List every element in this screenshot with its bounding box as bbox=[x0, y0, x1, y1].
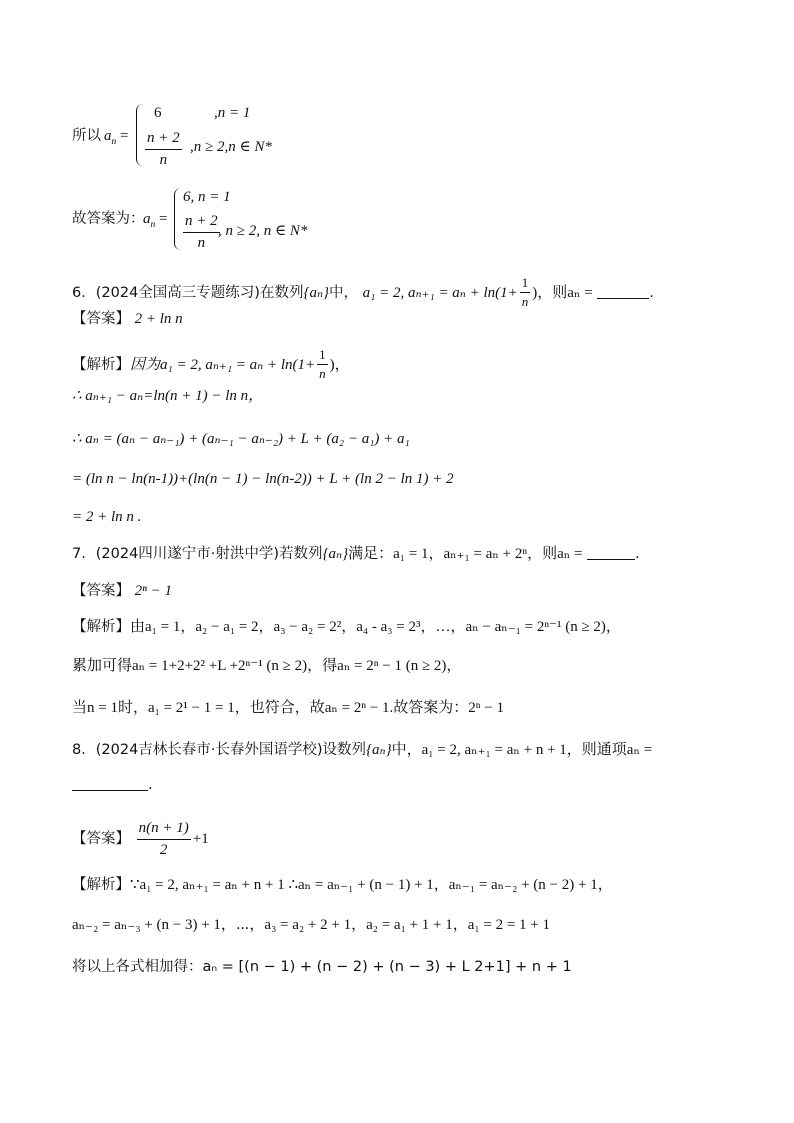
q8-blank-line bbox=[72, 778, 153, 793]
top-case-num: n + 2 bbox=[145, 130, 182, 150]
q8-answer-label: 【答案】 bbox=[72, 831, 130, 847]
q8-answer bbox=[72, 820, 209, 858]
q8-ans-num: n(n + 1) bbox=[137, 820, 191, 840]
q7-a1: 由a₁ = 1，a₂ − a₁ = 2，a₃ − a₂ = 2²，a₄ - a₃ = 2³，…，aₙ − aₙ₋₁ = 2ⁿ⁻¹ (n ≥ 2)， bbox=[130, 619, 621, 635]
q7-answer-blank[interactable] bbox=[587, 547, 635, 560]
q6-a1-den: n bbox=[319, 366, 326, 382]
q8-analysis-3: 将以上各式相加得：aₙ = [(n − 1) + (n − 2) + (n − 3) + L 2+1] + n + 1 bbox=[72, 959, 572, 975]
q7-analysis-3: 当n = 1时，a₁ = 2¹ − 1 = 1，也符合，故aₙ = 2ⁿ − 1.故答案为：2ⁿ − 1 bbox=[72, 700, 504, 716]
answer-case-an: $a_n$ = bbox=[143, 211, 168, 230]
q7-number: 7． bbox=[72, 546, 96, 562]
q6-end: . bbox=[649, 284, 654, 301]
q7-answer-value: 2ⁿ − 1 bbox=[134, 583, 172, 599]
q7-analysis-2: 累加可得aₙ = 1+2+2² +L +2ⁿ⁻¹ (n ≥ 2)，得aₙ = 2ⁿ − 1 (n ≥ 2)， bbox=[72, 658, 462, 674]
answer-case-brace bbox=[174, 188, 181, 250]
q6-answer-blank[interactable] bbox=[597, 286, 649, 299]
top-case-cond-2: ,n ≥ 2,n ∈ N* bbox=[190, 139, 272, 155]
q8-source: (2024吉林长春市·长春外国语学校)设数列 bbox=[95, 742, 367, 758]
q8-answer-blank[interactable] bbox=[72, 778, 148, 791]
top-case-fraction bbox=[143, 130, 184, 168]
answer-case-num: n + 2 bbox=[183, 213, 220, 233]
q6-a1-end: )， bbox=[329, 356, 350, 373]
q7-answer bbox=[72, 584, 172, 599]
q6-a1: 因为a₁ = 2, aₙ₊₁ = aₙ + ln(1+ bbox=[130, 356, 316, 373]
q6-analysis-2: ∴ aₙ₊₁ − aₙ=ln(n + 1) − ln n， bbox=[72, 388, 264, 404]
q7-analysis-label: 【解析】 bbox=[72, 619, 130, 635]
q7-end: . bbox=[635, 546, 640, 562]
answer-case-cond-2: , n ≥ 2, n ∈ N* bbox=[218, 223, 308, 239]
answer-case-den: n bbox=[197, 234, 206, 251]
q6-number: 6． bbox=[72, 284, 96, 301]
q8-number: 8． bbox=[72, 742, 96, 758]
q6-cond: a₁ = 2, aₙ₊₁ = aₙ + ln(1+ bbox=[362, 284, 518, 301]
q6-analysis-1 bbox=[72, 348, 350, 382]
top-case-an: $a_n$ = bbox=[104, 128, 129, 147]
q6-answer-label: 【答案】 bbox=[72, 311, 130, 327]
q8-a1: ∵a₁ = 2, aₙ₊₁ = aₙ + n + 1 ∴aₙ = aₙ₋₁ + (n − 1) + 1，aₙ₋₁ = aₙ₋₂ + (n − 2) + 1， bbox=[130, 877, 613, 893]
q8-analysis-1 bbox=[72, 878, 613, 893]
q6-frac-den: n bbox=[521, 294, 529, 310]
q6-analysis-3: ∴ aₙ = (aₙ − aₙ₋₁) + (aₙ₋₁ − aₙ₋₂) + L + (a₂ − a₁) + a₁ bbox=[72, 431, 410, 447]
top-case-cond-1: ,n = 1 bbox=[214, 105, 251, 121]
top-case-prefix: 所以 bbox=[72, 128, 101, 144]
q6-analysis-4: = (ln n − ln(n-1))+(ln(n − 1) − ln(n-2)) + L + (ln 2 − ln 1) + 2 bbox=[72, 471, 454, 487]
q8-seq: {aₙ} bbox=[366, 742, 392, 758]
q8-cond: 中，a₁ = 2, aₙ₊₁ = aₙ + n + 1，则通项aₙ = bbox=[391, 742, 653, 758]
q6-answer-value: 2 + ln n bbox=[134, 311, 183, 327]
q7-source: (2024四川遂宁市·射洪中学)若数列 bbox=[95, 546, 323, 562]
q8-ans-end: +1 bbox=[192, 831, 209, 847]
q7-analysis-1 bbox=[72, 620, 621, 635]
q8-question bbox=[72, 743, 652, 758]
q8-end: . bbox=[148, 777, 153, 793]
q6-analysis-label: 【解析】 bbox=[72, 356, 130, 373]
q6-question bbox=[72, 276, 654, 310]
q6-source: (2024全国高三专题练习)在数列 bbox=[95, 284, 304, 301]
top-case-brace bbox=[136, 104, 143, 166]
q6-analysis-5: = 2 + ln n . bbox=[72, 509, 142, 525]
q8-analysis-label: 【解析】 bbox=[72, 877, 130, 893]
q6-answer bbox=[72, 312, 183, 327]
q7-answer-label: 【答案】 bbox=[72, 583, 130, 599]
q6-seq: {aₙ} bbox=[303, 284, 330, 301]
q8-ans-den: 2 bbox=[159, 841, 168, 858]
q6-mid: 中， bbox=[329, 284, 359, 301]
q7-seq: {aₙ} bbox=[322, 546, 349, 562]
answer-case-prefix: 故答案为： bbox=[72, 211, 145, 227]
answer-case-fraction bbox=[181, 213, 222, 251]
q6-frac-num: 1 bbox=[520, 276, 531, 293]
q6-a1-num: 1 bbox=[317, 348, 328, 365]
q7-question bbox=[72, 547, 640, 562]
q7-cond: 满足：a₁ = 1，aₙ₊₁ = aₙ + 2ⁿ，则aₙ = bbox=[348, 546, 583, 562]
q8-analysis-2: aₙ₋₂ = aₙ₋₃ + (n − 3) + 1，⋯，a₃ = a₂ + 2 + 1，a₂ = a₁ + 1 + 1，a₁ = 2 = 1 + 1 bbox=[72, 917, 550, 933]
q6-cond-end: )，则aₙ = bbox=[532, 284, 593, 301]
top-case-value-1: 6 bbox=[154, 105, 162, 121]
answer-case-1: 6, n = 1 bbox=[183, 189, 231, 205]
top-case-den: n bbox=[159, 151, 168, 168]
